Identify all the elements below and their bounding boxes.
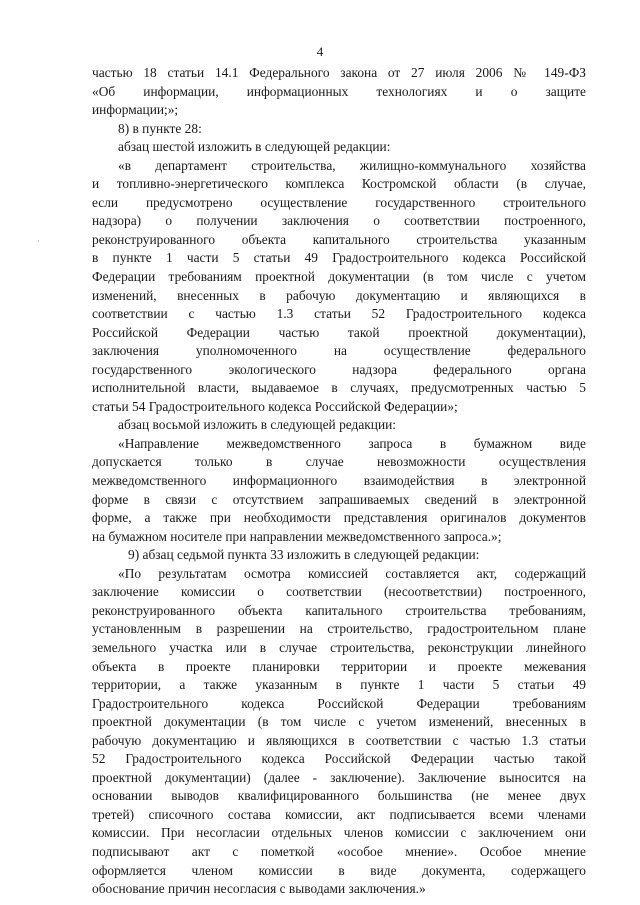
text-line: допускается только в случае невозможности осуществления <box>92 454 586 470</box>
text-line: реконструированного объекта капитального строительства требованиям, <box>92 602 586 618</box>
scan-mark <box>38 240 39 242</box>
text-line: 52 Градостроительного кодекса Российской Федерации частью такой <box>92 751 586 767</box>
text-line: и топливно-энергетического комплекса Костромской области (в случае, <box>92 176 586 192</box>
text-line: межведомственного информационного взаимодействия в электронной <box>92 473 586 489</box>
text-line: рабочую документацию и являющихся в соответствии с частью 1.3 статьи <box>92 732 586 748</box>
text-line: основании выводов квалифицированного большинства (не менее двух <box>92 788 586 804</box>
text-line: форме в связи с отсутствием запрашиваемых сведений в электронной <box>92 491 586 507</box>
text-line: установленным в разрешении на строительство, градостроительном плане <box>92 621 586 637</box>
text-line: «в департамент строительства, жилищно-коммунального хозяйства <box>118 157 586 173</box>
text-line: заключение комиссии о соответствии (несоответствии) построенного, <box>92 584 586 600</box>
text-line: территории, а также указанным в пункте 1 части 5 статьи 49 <box>92 677 586 693</box>
text-line: абзац восьмой изложить в следующей редакции: <box>118 417 397 433</box>
text-line: форме, а также при необходимости представления оригиналов документов <box>92 510 586 526</box>
text-line: Градостроительного кодекса Российской Федерации требованиям <box>92 695 586 711</box>
text-line: «Об информации, информационных технологиях и о защите <box>92 83 586 99</box>
text-line: «По результатам осмотра комиссией составляется акт, содержащий <box>118 565 586 581</box>
text-line: проектной документации (в том числе с учетом изменений, внесенных в <box>92 714 586 730</box>
text-line: объекта в проекте планировки территории и проекте межевания <box>92 658 586 674</box>
text-line: 8) в пункте 28: <box>118 120 202 136</box>
text-line: частью 18 статьи 14.1 Федерального закона от 27 июля 2006 № 149-ФЗ <box>92 65 586 80</box>
text-line: на бумажном носителе при направлении межведомственного запроса.»; <box>92 528 502 544</box>
text-line: Федерации требованиям проектной документации (в том числе с учетом <box>92 269 586 285</box>
text-line: Российской Федерации частью такой проектной документации), <box>92 324 586 340</box>
text-line: обоснование причин несогласия с выводами заключения.» <box>92 881 426 897</box>
text-line: надзора) о получении заключения о соответствии построенного, <box>92 213 586 229</box>
text-line: изменений, внесенных в рабочую документацию и являющихся в <box>92 287 586 303</box>
text-line: реконструированного объекта капитального строительства указанным <box>92 231 586 247</box>
text-line: государственного экологического надзора федерального органа <box>92 361 586 377</box>
text-line: заключения уполномоченного на осуществление федерального <box>92 343 586 359</box>
text-line: проектной документации) (далее - заключение). Заключение выносится на <box>92 769 586 785</box>
text-line: земельного участка или в случае строительства, реконструкции линейного <box>92 639 586 655</box>
text-line: комиссии. При несогласии отдельных членов комиссии с заключением они <box>92 825 586 841</box>
text-line: если предусмотрено осуществление государственного строительного <box>92 194 586 210</box>
page-number: 4 <box>316 44 324 59</box>
text-line: статьи 54 Градостроительного кодекса Российской Федерации»; <box>92 398 458 414</box>
document-body <box>92 64 586 899</box>
text-line: исполнительной власти, выдаваемое в случаях, предусмотренных частью 5 <box>92 380 586 396</box>
text-line: третей) списочного состава комиссии, акт подписывается всеми членами <box>92 806 586 822</box>
text-line: 9) абзац седьмой пункта 33 изложить в следующей редакции: <box>128 547 480 563</box>
text-line: подписывают акт с пометкой «особое мнение». Особое мнение <box>92 843 586 859</box>
text-line: в пункте 1 части 5 статьи 49 Градостроительного кодекса Российской <box>92 250 586 266</box>
text-line: абзац шестой изложить в следующей редакции: <box>118 139 391 155</box>
text-line: оформляется членом комиссии в виде документа, содержащего <box>92 862 586 878</box>
text-line: «Направление межведомственного запроса в бумажном виде <box>118 435 586 451</box>
text-line: соответствии с частью 1.3 статьи 52 Градостроительного кодекса <box>92 306 586 322</box>
text-line: информации;»; <box>92 102 179 118</box>
